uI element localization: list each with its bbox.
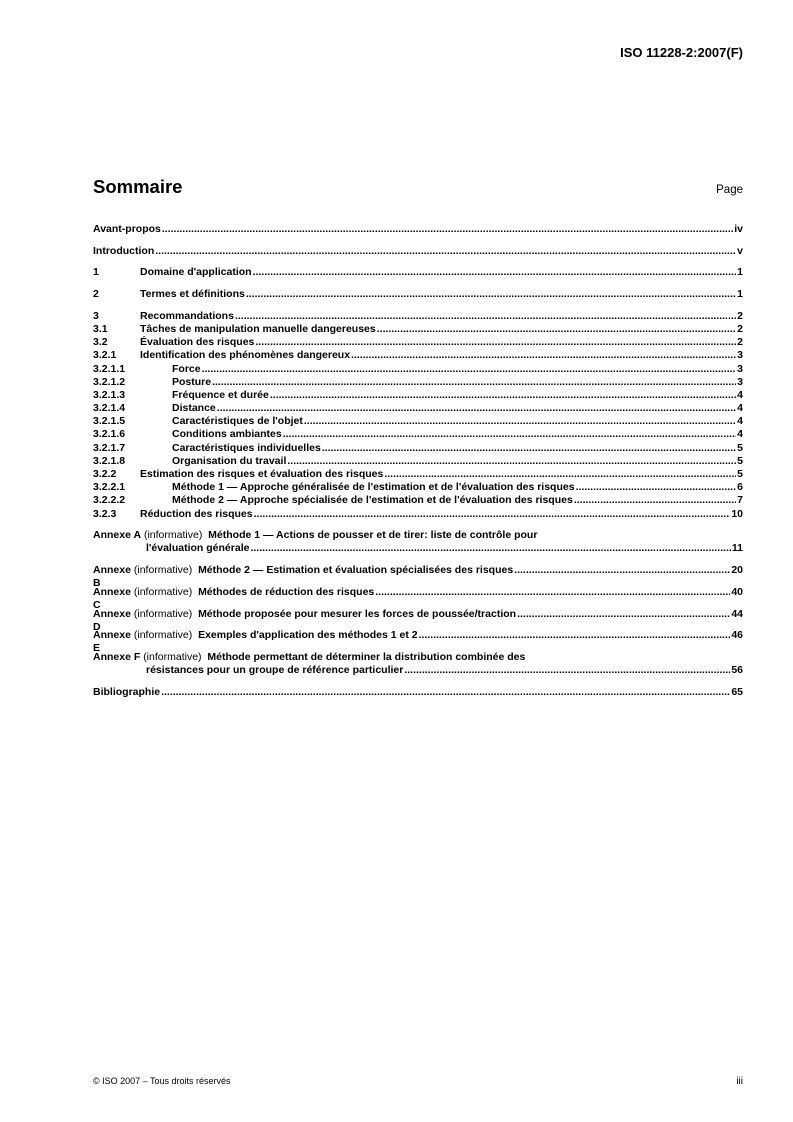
toc-entry[interactable] [93,363,743,376]
annex-title: Méthodes de réduction des risques [198,585,375,598]
toc-entry-text: Force [172,362,201,375]
copyright-notice: © ISO 2007 – Tous droits réservés [93,1076,231,1086]
leader-dots [375,586,730,599]
toc-entry-text: Organisation du travail [172,454,287,467]
toc-entry[interactable] [93,455,743,468]
toc-entry-text: Évaluation des risques [140,336,255,349]
page-column-label: Page [716,184,743,196]
annex-title-continued: résistances pour un groupe de référence particulier [146,664,404,677]
toc-entry-page: 10 [731,507,743,520]
page-footer [93,1076,743,1087]
toc-entry[interactable] [93,442,743,455]
document-id: ISO 11228-2:2007(F) [620,45,743,60]
toc-entry-page: 2 [737,309,743,322]
toc-entry-page: 4 [737,388,743,401]
annex-title: Méthode 2 — Estimation et évaluation spécialisées des risques [198,564,514,577]
toc-entry-page: 5 [737,468,743,480]
toc-entry-text: Méthode 2 — Approche spécialisée de l'estimation et de l'évaluation des risques [172,494,573,507]
leader-dots [253,266,737,279]
annex-title: Méthode permettant de déterminer la distribution combinée des [207,650,526,663]
toc-header [93,176,743,198]
annex-label: Annexe C [93,585,131,612]
toc-entry-page: 4 [737,415,743,428]
toc-entry-number: 3.2.2.1 [93,481,126,494]
annex-title: Méthode 1 — Actions de pousser et de tirer: liste de contrôle pour [208,529,538,542]
toc-annex-entry[interactable] [93,651,743,677]
toc-entry-text: Identification des phénomènes dangereux [140,349,351,362]
leader-dots [576,481,737,494]
toc-entry-text: Introduction [93,244,155,257]
toc-entry[interactable] [93,266,743,279]
leader-dots [404,664,730,677]
toc-entry-number: 3.2.1.3 [93,388,126,401]
toc-entry-text: Bibliographie [93,685,161,698]
toc-entry-text: Caractéristiques de l'objet [172,415,303,428]
toc-entry-page: 2 [737,322,743,335]
page-number: iii [736,1076,743,1087]
leader-dots [255,336,736,349]
toc-entry[interactable] [93,349,743,362]
toc-entry[interactable] [93,415,743,428]
leader-dots [202,363,737,376]
toc-entry-text: Caractéristiques individuelles [172,441,321,454]
leader-dots [270,389,736,402]
toc-entry-page: 5 [737,454,743,467]
annex-informative: (informative) [133,607,193,620]
toc-entry-page: 3 [737,375,743,388]
toc-entry-text: Estimation des risques et évaluation des risques [140,468,384,480]
leader-dots [304,415,736,428]
toc-entry[interactable] [93,376,743,389]
toc-annex-entry[interactable] [93,585,743,612]
toc-entry-text: Conditions ambiantes [172,428,282,441]
toc-entry-text: Avant-propos [93,223,161,235]
leader-dots [162,223,733,236]
toc-entry[interactable] [93,323,743,336]
toc-entry-page: 3 [737,349,743,362]
toc-annex-entry[interactable] [93,564,743,590]
toc-entry-text: Réduction des risques [140,507,253,520]
annex-title: Méthode proposée pour mesurer les forces de poussée/traction [198,607,517,620]
toc-entry-number: 3.1 [93,322,108,335]
toc-entry-page: 1 [737,288,743,301]
annex-label: Annexe A [93,529,142,542]
toc-entry-text: Recommandations [140,309,234,322]
toc-entry-bibliography[interactable] [93,686,743,699]
annex-informative: (informative) [133,585,193,598]
toc-entry-page: 2 [737,336,743,349]
toc-entry-text: Domaine d'application [140,266,252,279]
toc-entry[interactable] [93,310,743,323]
toc-entry-number: 3.2.1.6 [93,428,126,441]
toc-entry-number: 3.2.1 [93,349,117,362]
toc-annex-entry[interactable] [93,607,743,633]
annex-label: Annexe B [93,564,131,590]
toc-entry-page: 20 [731,564,743,577]
toc-entry-page: 7 [737,494,743,507]
table-of-contents [93,223,743,699]
toc-entry[interactable] [93,245,743,258]
leader-dots [250,542,730,555]
leader-dots [517,608,730,621]
toc-entry-page: 4 [737,402,743,415]
leader-dots [287,455,736,468]
toc-entry-number: 3.2 [93,336,108,349]
toc-entry-text: Méthode 1 — Approche généralisée de l'estimation et de l'évaluation des risques [172,481,575,494]
toc-entry-text: Posture [172,375,212,388]
toc-entry-text: Termes et définitions [140,288,245,301]
toc-annex-entry[interactable] [93,629,743,655]
leader-dots [351,349,736,362]
leader-dots [246,288,736,301]
toc-entry[interactable] [93,428,743,441]
annex-label: Annexe F [93,650,141,663]
toc-entry-number: 3.2.1.4 [93,402,126,415]
leader-dots [377,323,736,336]
toc-entry-number: 3.2.1.7 [93,441,126,454]
toc-entry-number: 1 [93,266,99,279]
leader-dots [212,376,736,389]
toc-entry-page: 5 [737,441,743,454]
leader-dots [419,629,731,642]
toc-entry-number: 3.2.2 [93,468,117,480]
toc-entry-page: iv [734,223,743,235]
toc-entry-page: 44 [731,607,743,620]
toc-entry-text: Fréquence et durée [172,388,269,401]
toc-entry-number: 3 [93,309,99,322]
toc-entry-number: 3.2.1.8 [93,454,126,467]
toc-entry-page: 40 [731,585,743,598]
leader-dots [283,428,736,441]
toc-entry-page: 11 [731,542,743,555]
toc-entry[interactable] [93,402,743,415]
toc-entry-page: 4 [737,428,743,441]
leader-dots [254,508,731,521]
annex-label: Annexe E [93,629,131,655]
leader-dots [161,686,730,699]
annex-informative: (informative) [143,650,202,663]
leader-dots [322,442,736,455]
annex-title-continued: l'évaluation générale [146,542,250,555]
annex-informative: (informative) [133,564,193,577]
annex-informative: (informative) [143,529,203,542]
toc-entry[interactable] [93,494,743,507]
toc-entry[interactable] [93,468,743,481]
toc-entry-page: 1 [737,266,743,279]
leader-dots [514,564,730,577]
toc-entry-page: 46 [731,629,743,642]
toc-entry[interactable] [93,223,743,236]
toc-entry-number: 3.2.1.1 [93,362,126,375]
toc-entry-page: 56 [731,664,743,677]
annex-informative: (informative) [133,629,193,642]
toc-entry-number: 2 [93,288,99,301]
toc-entry[interactable] [93,389,743,402]
toc-entry-page: v [737,244,743,257]
toc-entry-text: Tâches de manipulation manuelle dangereuses [140,322,376,335]
toc-entry[interactable] [93,288,743,301]
annex-label: Annexe D [93,607,131,633]
toc-entry-text: Distance [172,402,216,415]
toc-entry[interactable] [93,508,743,521]
toc-entry-number: 3.2.2.2 [93,494,126,507]
toc-entry-number: 3.2.3 [93,507,117,520]
leader-dots [574,494,736,507]
toc-entry[interactable] [93,336,743,349]
toc-entry-number: 3.2.1.2 [93,375,126,388]
leader-dots [384,468,736,481]
leader-dots [155,245,736,258]
toc-entry[interactable] [93,481,743,494]
leader-dots [217,402,736,415]
toc-entry-page: 65 [731,685,743,698]
toc-entry-page: 3 [737,362,743,375]
leader-dots [235,310,736,323]
toc-entry-page: 6 [737,481,743,494]
annex-title: Exemples d'application des méthodes 1 et 2 [198,629,418,642]
toc-annex-entry[interactable] [93,529,743,555]
toc-entry-number: 3.2.1.5 [93,415,126,428]
toc-title: Sommaire [93,176,183,197]
